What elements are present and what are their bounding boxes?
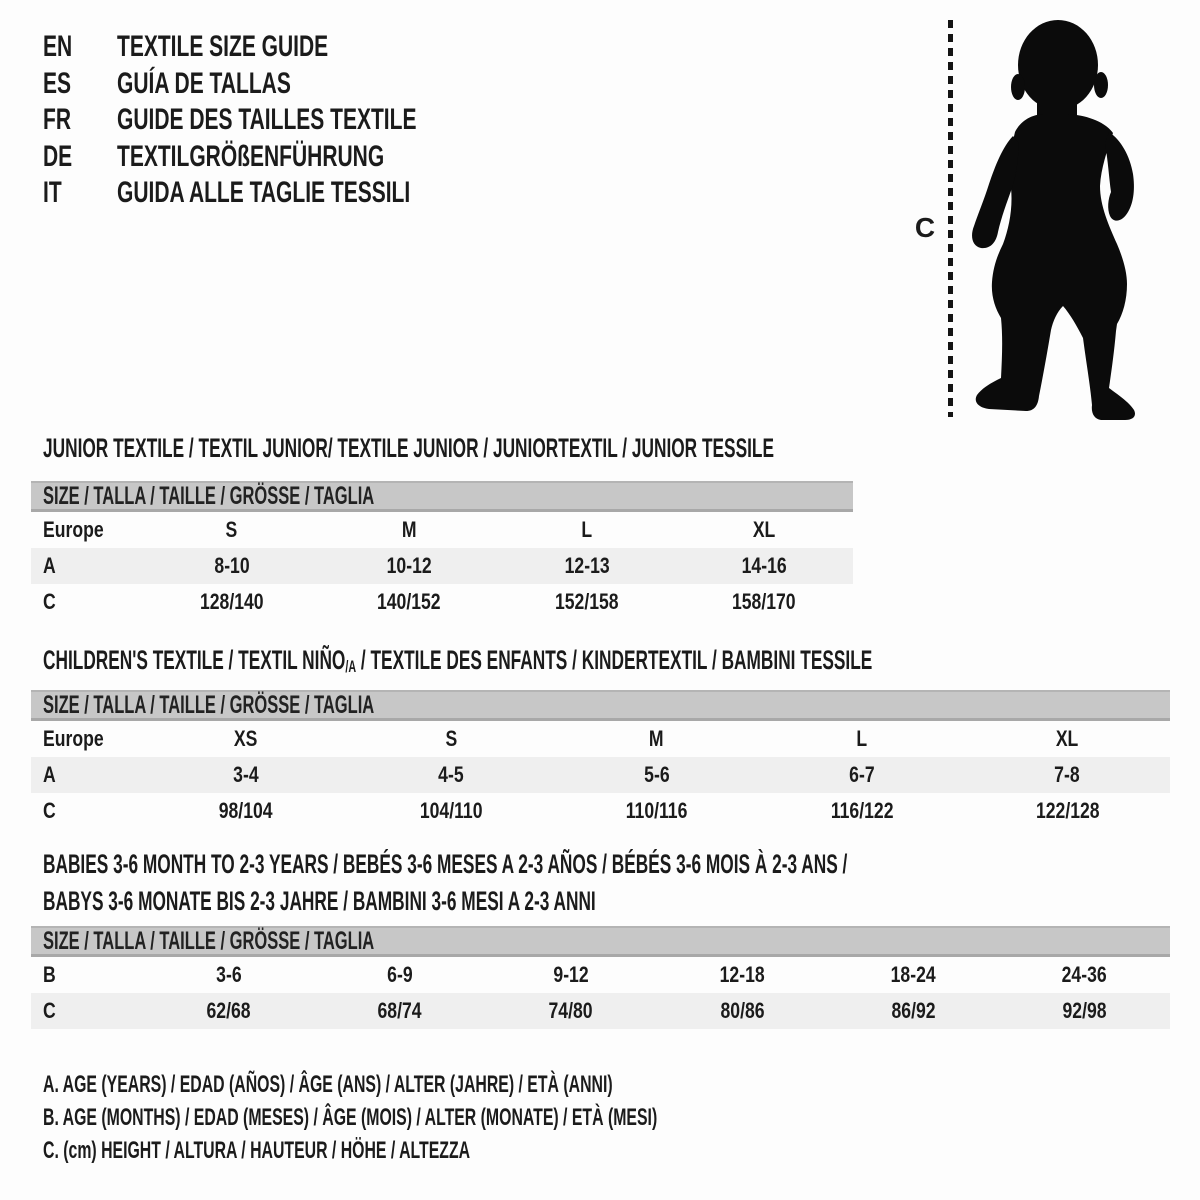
row-label: Europe xyxy=(43,517,104,542)
height-cell: 158/170 xyxy=(732,589,797,614)
junior-size-table xyxy=(31,481,853,620)
row-label: C xyxy=(43,798,56,823)
size-header-band: SIZE / TALLA / TAILLE / GRÖSSE / TAGLIA xyxy=(31,690,1170,721)
babies-title-line2: BABYS 3-6 MONATE BIS 2-3 JAHRE / BAMBINI 3-6 MESI A 2-3 ANNI xyxy=(43,886,596,916)
table-row-height-cm xyxy=(31,793,1170,829)
height-cell: 128/140 xyxy=(199,589,264,614)
row-label: Europe xyxy=(43,726,104,751)
size-cell: XS xyxy=(233,726,258,751)
row-label: A xyxy=(43,762,56,787)
table-row-height-cm xyxy=(31,584,853,620)
age-cell: 12-18 xyxy=(719,962,765,987)
size-cell: S xyxy=(225,517,238,542)
table-row-europe xyxy=(31,512,853,548)
language-code: FR xyxy=(43,103,71,137)
language-row-en xyxy=(43,29,545,66)
table-row-height-cm xyxy=(31,993,1170,1029)
language-title: TEXTILE SIZE GUIDE xyxy=(117,30,329,64)
language-title: GUÍA DE TALLAS xyxy=(117,66,291,100)
legend-line-c: C. (cm) HEIGHT / ALTURA / HAUTEUR / HÖHE / ALTEZZA xyxy=(43,1136,471,1164)
height-cell: 74/80 xyxy=(548,998,593,1023)
children-size-table xyxy=(31,690,1170,829)
row-label: C xyxy=(43,998,56,1023)
babies-section-title xyxy=(43,846,1200,920)
babies-size-table xyxy=(31,926,1170,1029)
age-cell: 12-13 xyxy=(564,553,610,578)
language-row-es xyxy=(43,66,545,103)
legend-line-b: B. AGE (MONTHS) / EDAD (MESES) / ÂGE (MOIS) / ALTER (MONATE) / ETÀ (MESI) xyxy=(43,1103,658,1131)
height-cell: 104/110 xyxy=(419,798,483,823)
language-code: IT xyxy=(43,176,62,210)
height-cell: 116/122 xyxy=(830,798,894,823)
junior-section-title: JUNIOR TEXTILE / TEXTIL JUNIOR/ TEXTILE JUNIOR / JUNIORTEXTIL / JUNIOR TESSILE xyxy=(43,433,774,463)
table-row-age-months xyxy=(31,957,1170,993)
table-row-age-years xyxy=(31,757,1170,793)
size-cell: S xyxy=(445,726,457,751)
height-measure-label: C xyxy=(914,212,936,243)
row-label: B xyxy=(43,962,56,987)
language-code: ES xyxy=(43,66,72,100)
nino-a-subscript: /A xyxy=(345,657,357,676)
size-cell: L xyxy=(856,726,868,751)
row-label: A xyxy=(43,553,56,578)
height-cell: 140/152 xyxy=(377,589,442,614)
size-cell: M xyxy=(649,726,664,751)
age-cell: 7-8 xyxy=(1054,762,1081,787)
age-cell: 14-16 xyxy=(741,553,787,578)
height-cell: 68/74 xyxy=(377,998,422,1023)
language-code: DE xyxy=(43,139,73,173)
age-cell: 10-12 xyxy=(386,553,432,578)
size-cell: XL xyxy=(753,517,776,542)
toddler-silhouette-icon xyxy=(966,16,1138,422)
age-cell: 9-12 xyxy=(553,962,589,987)
language-title: GUIDE DES TAILLES TEXTILE xyxy=(117,103,417,137)
language-code: EN xyxy=(43,30,73,64)
height-measure-dashed-line xyxy=(948,20,953,417)
age-cell: 6-9 xyxy=(387,962,413,987)
age-cell: 3-4 xyxy=(232,762,259,787)
age-cell: 3-6 xyxy=(215,962,242,987)
age-cell: 5-6 xyxy=(643,762,670,787)
language-title: GUIDA ALLE TAGLIE TESSILI xyxy=(117,176,411,210)
height-cell: 80/86 xyxy=(720,998,765,1023)
legend-line-a: A. AGE (YEARS) / EDAD (AÑOS) / ÂGE (ANS) / ALTER (JAHRE) / ETÀ (ANNI) xyxy=(43,1070,613,1098)
size-cell: L xyxy=(581,517,593,542)
language-title-list xyxy=(43,29,545,212)
height-cell: 86/92 xyxy=(891,998,936,1023)
size-cell: M xyxy=(401,517,417,542)
age-cell: 24-36 xyxy=(1061,962,1107,987)
table-row-europe xyxy=(31,721,1170,757)
size-header-band: SIZE / TALLA / TAILLE / GRÖSSE / TAGLIA xyxy=(31,481,853,512)
language-row-it xyxy=(43,175,545,212)
babies-title-line1: BABIES 3-6 MONTH TO 2-3 YEARS / BEBÉS 3-6 MESES A 2-3 AÑOS / BÉBÉS 3-6 MOIS À 2-3 ANS / xyxy=(43,849,848,879)
height-cell: 98/104 xyxy=(218,798,273,823)
height-cell: 122/128 xyxy=(1035,798,1100,823)
height-cell: 62/68 xyxy=(206,998,251,1023)
age-cell: 8-10 xyxy=(214,553,250,578)
language-row-de xyxy=(43,139,545,176)
height-cell: 92/98 xyxy=(1062,998,1107,1023)
measure-legend xyxy=(43,1068,974,1167)
size-cell: XL xyxy=(1056,726,1079,751)
age-cell: 18-24 xyxy=(890,962,936,987)
language-title: TEXTILGRÖßENFÜHRUNG xyxy=(117,139,385,173)
age-cell: 4-5 xyxy=(438,762,464,787)
height-cell: 110/116 xyxy=(625,798,688,823)
row-label: C xyxy=(43,589,56,614)
children-section-title: CHILDREN'S TEXTILE / TEXTIL NIÑO/A / TEXTILE DES ENFANTS / KINDERTEXTIL / BAMBINI TESSILE xyxy=(43,645,873,676)
table-row-age-years xyxy=(31,548,853,584)
language-row-fr xyxy=(43,102,545,139)
height-cell: 152/158 xyxy=(554,589,619,614)
size-header-band: SIZE / TALLA / TAILLE / GRÖSSE / TAGLIA xyxy=(31,926,1170,957)
age-cell: 6-7 xyxy=(849,762,875,787)
